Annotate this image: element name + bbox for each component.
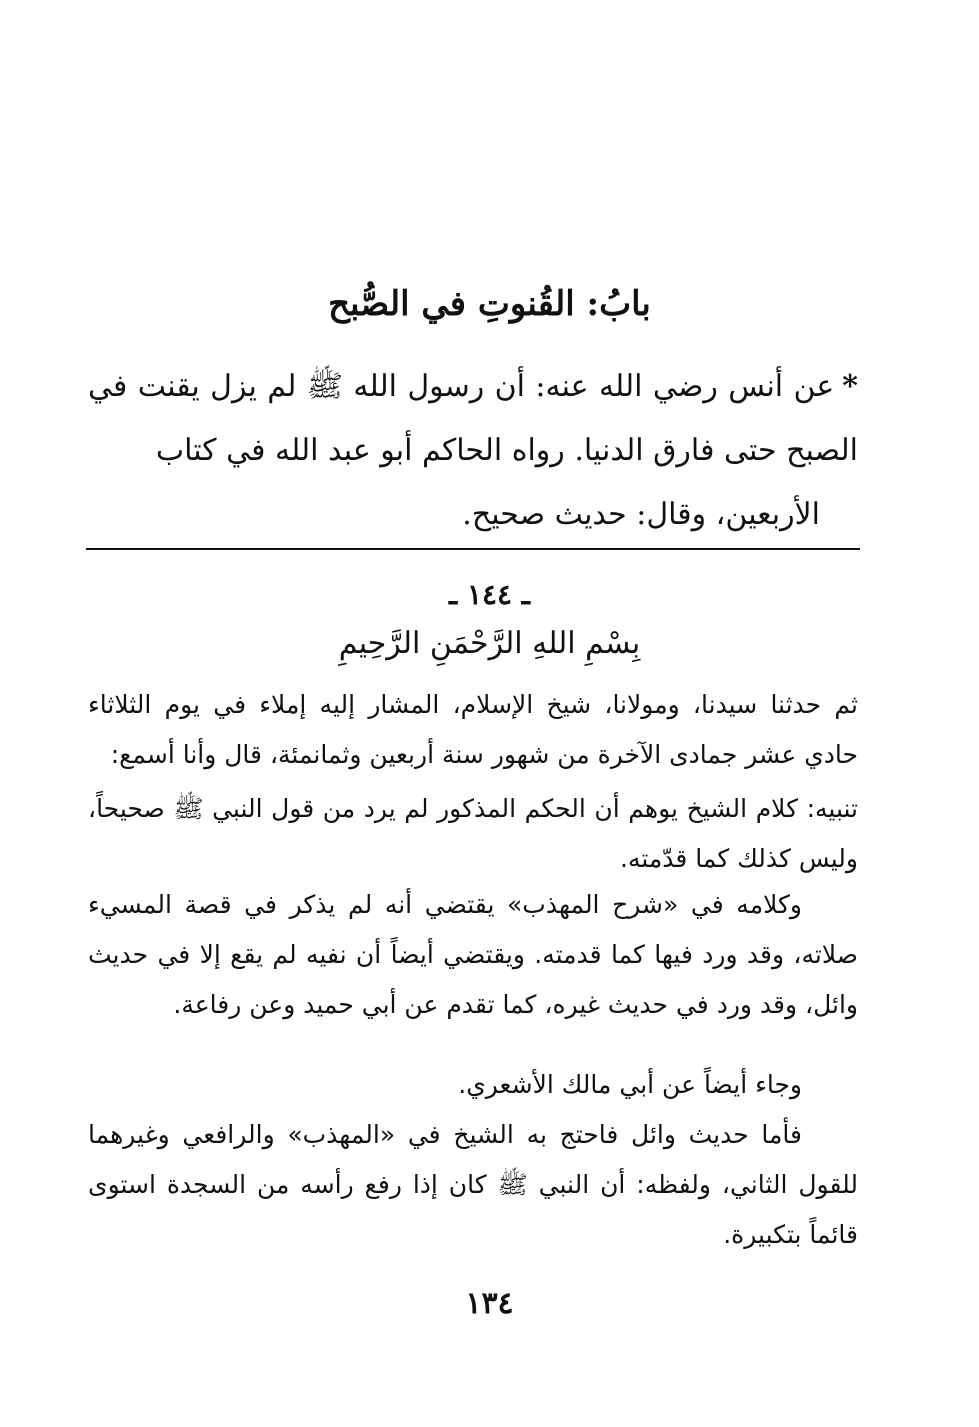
commentary-paragraph-3: وكلامه في «شرح المهذب» يقتضي أنه لم يذكر في قصة المسيء صلاته، وقد ورد فيها كما قدمته. ويقتضي أيضاً أن نفيه لم يقع إلا في حديث وائل، وقد ورد في حديث غيره، كما تقدم عن أبي حميد وعن رفاعة. — [88, 890, 858, 1019]
commentary-paragraph-1: ثم حدثنا سيدنا، ومولانا، شيخ الإسلام، المشار إليه إملاء في يوم الثلاثاء حادي عشر جمادى الآخرة من شهور سنة أربعين وثمانمئة، قال وأنا أسمع: — [88, 690, 858, 769]
section-divider — [86, 548, 860, 550]
hadith-last-line: الأربعين، وقال: حديث صحيح. — [462, 497, 820, 532]
commentary-paragraph-4: وجاء أيضاً عن أبي مالك الأشعري. — [458, 1070, 802, 1099]
commentary-paragraph-2: تنبيه: كلام الشيخ يوهم أن الحكم المذكور لم يرد من قول النبي ﷺ صحيحاً، وليس كذلك كما قدّمته. — [88, 794, 858, 873]
commentary-paragraph-5: فأما حديث وائل فاحتج به الشيخ في «المهذب» والرافعي وغيرهما للقول الثاني، ولفظه: أن النبي ﷺ كان إذا رفع رأسه من السجدة استوى قائماً بتكبيرة. — [88, 1120, 858, 1249]
dictation-number: ـ ١٤٤ ـ — [448, 578, 531, 611]
hadith-marker: * — [842, 369, 858, 404]
basmala: بِسْمِ اللهِ الرَّحْمَنِ الرَّحِيمِ — [338, 626, 641, 661]
chapter-title: بابُ: القُنوتِ في الصُّبح — [328, 284, 651, 324]
page-number: ١٣٤ — [465, 1286, 514, 1321]
hadith-text — [88, 355, 858, 547]
hadith-body: عن أنس رضي الله عنه: أن رسول الله ﷺ لم يزل يقنت في الصبح حتى فارق الدنيا. رواه الحاكم أبو عبد الله في كتاب — [88, 369, 858, 468]
